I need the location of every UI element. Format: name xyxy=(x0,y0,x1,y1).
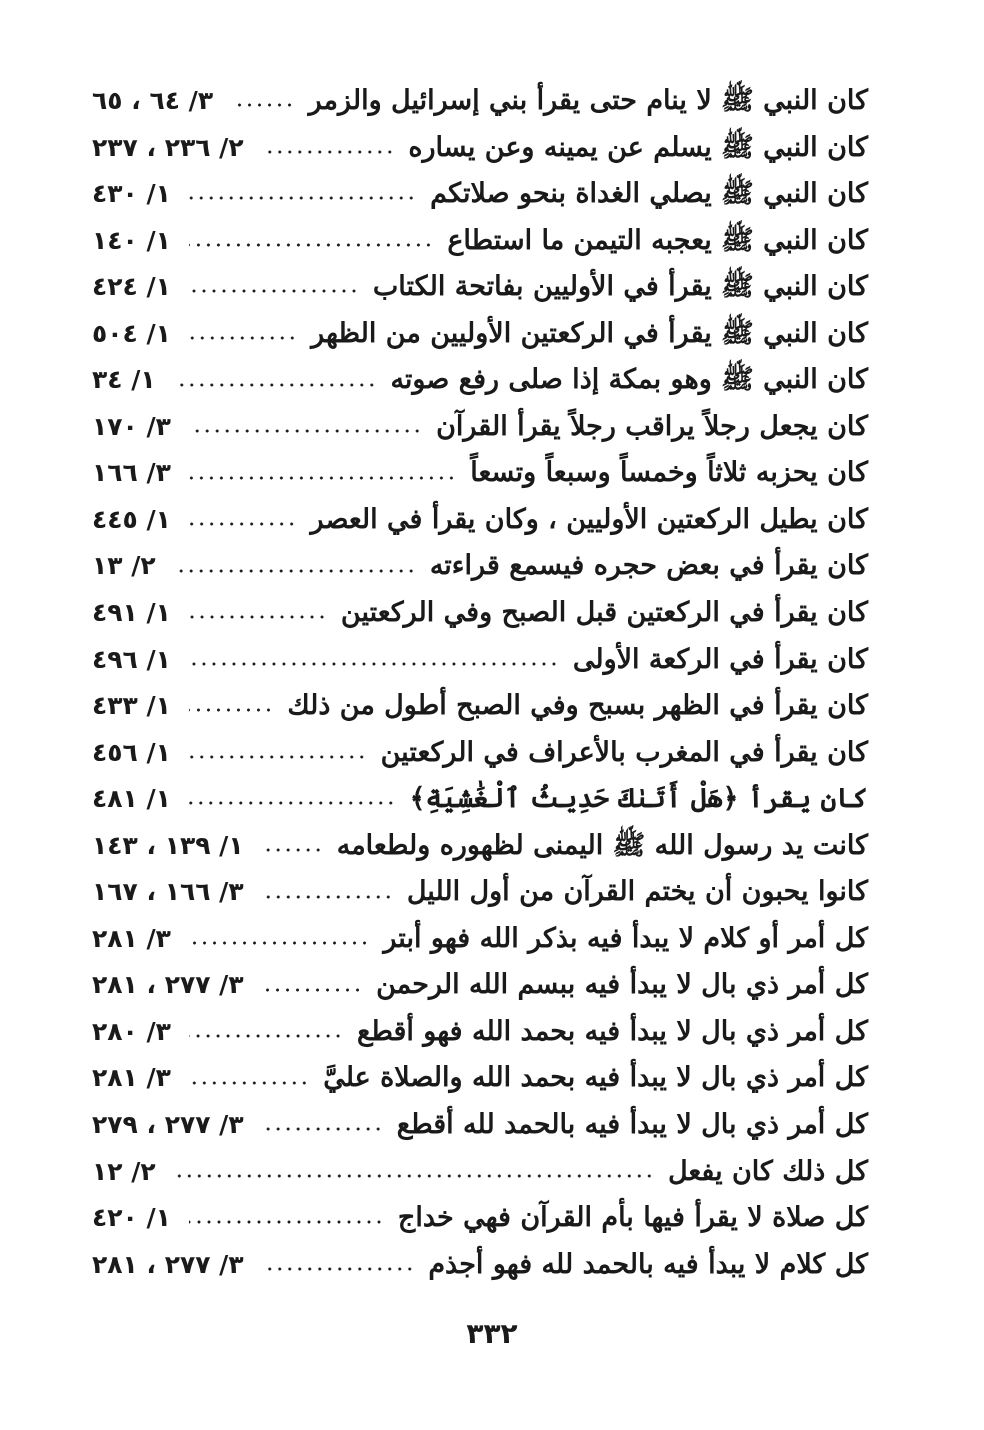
index-entry xyxy=(92,823,868,870)
index-list xyxy=(92,78,868,1288)
index-entry xyxy=(92,357,868,404)
dot-leader xyxy=(174,383,377,387)
entry-text: كان يحزبه ثلاثاً وخمساً وسبعاً وتسعاً xyxy=(470,457,868,489)
index-entry xyxy=(92,311,868,358)
entry-reference: ٣/ ١٦٦ ، ١٦٧ xyxy=(92,877,244,907)
entry-reference: ٣/ ١٦٦ xyxy=(92,458,171,488)
entry-reference: ١/ ٤٤٥ xyxy=(92,504,171,534)
index-entry xyxy=(92,543,868,590)
entry-reference: ١/ ٤٣٠ xyxy=(92,179,171,209)
dot-leader xyxy=(189,429,422,433)
entry-text: كان يجعل رجلاً يراقب رجلاً يقرأ القرآن xyxy=(436,410,868,442)
entry-text: كان يقرأ في الظهر بسبح وفي الصبح أطول من ذلك xyxy=(287,690,868,722)
entry-text: كان يقرأ في المغرب بالأعراف في الركعتين xyxy=(380,736,868,768)
dot-leader xyxy=(189,755,367,759)
dot-leader xyxy=(174,1174,654,1178)
dot-leader xyxy=(262,1127,383,1131)
entry-text: كل كلام لا يبدأ فيه بالحمد لله فهو أجذم xyxy=(428,1248,868,1280)
entry-reference: ١/ ٤٥٦ xyxy=(92,737,171,767)
index-entry xyxy=(92,78,868,125)
index-entry xyxy=(92,450,868,497)
dot-leader xyxy=(189,522,297,526)
dot-leader xyxy=(189,476,456,480)
dot-leader xyxy=(174,569,416,573)
entry-reference: ١/ ١٤٠ xyxy=(92,225,171,255)
entry-text: كان النبي ﷺ وهو بمكة إذا صلى رفع صوته xyxy=(390,364,868,396)
index-entry xyxy=(92,962,868,1009)
entry-text: كان النبي ﷺ يعجبه التيمن ما استطاع xyxy=(447,224,868,256)
index-entry xyxy=(92,776,868,823)
dot-leader xyxy=(262,150,395,154)
entry-reference: ١/ ٤٢٠ xyxy=(92,1203,171,1233)
entry-text: كان النبي ﷺ يقرأ في الركعتين الأوليين من الظهر xyxy=(311,317,868,349)
entry-text: كان يقرأ في الركعتين قبل الصبح وفي الركعتين xyxy=(340,597,868,629)
dot-leader xyxy=(189,662,559,666)
index-entry xyxy=(92,171,868,218)
entry-text: كان يطيل الركعتين الأوليين ، وكان يقرأ في العصر xyxy=(310,503,868,535)
entry-text: كل ذلك كان يفعل xyxy=(667,1155,868,1187)
entry-text: كانت يد رسول الله ﷺ اليمنى لظهوره ولطعامه xyxy=(336,829,868,861)
entry-reference: ٣/ ٢٧٧ ، ٢٨١ xyxy=(92,970,244,1000)
index-entry xyxy=(92,1009,868,1056)
index-entry xyxy=(92,1149,868,1196)
page-number: ٣٣٢ xyxy=(466,1317,518,1350)
entry-reference: ٣/ ٢٨١ xyxy=(92,923,171,953)
entry-text: كل أمر ذي بال لا يبدأ فيه بحمد الله والصلاة عليَّ xyxy=(323,1062,868,1094)
index-entry xyxy=(92,1102,868,1149)
entry-text: كان يقرأ في بعض حجره فيسمع قراءته xyxy=(429,550,868,582)
entry-reference: ٣/ ١٧٠ xyxy=(92,411,171,441)
dot-leader xyxy=(189,1081,309,1085)
entry-reference: ٣/ ٦٤ ، ٦٥ xyxy=(92,86,214,115)
dot-leader xyxy=(189,1034,343,1038)
index-entry xyxy=(92,218,868,265)
index-entry xyxy=(92,404,868,451)
entry-reference: ١/ ٣٤ xyxy=(92,365,156,395)
entry-text: كل صلاة لا يقرأ فيها بأم القرآن فهي خداج xyxy=(397,1202,868,1234)
index-entry xyxy=(92,125,868,172)
entry-reference: ٣/ ٢٧٧ ، ٢٧٩ xyxy=(92,1110,244,1140)
dot-leader xyxy=(262,988,363,992)
entry-reference: ١/ ٤٩٦ xyxy=(92,644,171,674)
entry-text: كان يقرأ في الركعة الأولى xyxy=(572,643,868,675)
dot-leader xyxy=(262,848,323,852)
entry-text: كل أمر ذي بال لا يبدأ فيه بحمد الله فهو أقطع xyxy=(356,1015,868,1047)
dot-leader xyxy=(189,615,327,619)
dot-leader xyxy=(189,289,359,293)
index-entry xyxy=(92,590,868,637)
entry-reference: ٣/ ٢٨٠ xyxy=(92,1016,171,1046)
dot-leader xyxy=(189,801,396,805)
dot-leader xyxy=(262,1267,415,1271)
entry-text: كان النبي ﷺ لا ينام حتى يقرأ بني إسرائيل والزمر xyxy=(308,85,868,116)
index-entry xyxy=(92,869,868,916)
entry-reference: ١/ ١٣٩ ، ١٤٣ xyxy=(92,830,244,860)
index-entry xyxy=(92,1055,868,1102)
index-entry xyxy=(92,683,868,730)
entry-reference: ١/ ٤٩١ xyxy=(92,598,171,628)
entry-text: كان يقرأ ﴿هَلْ أَتَىٰكَ حَدِيثُ ٱلْغَٰشِيَةِ﴾ xyxy=(409,783,868,815)
entry-reference: ٣/ ٢٧٧ ، ٢٨١ xyxy=(92,1249,244,1279)
dot-leader xyxy=(189,243,433,247)
entry-reference: ٢/ ٢٣٦ ، ٢٣٧ xyxy=(92,132,244,162)
dot-leader xyxy=(189,196,416,200)
entry-reference: ١/ ٥٠٤ xyxy=(92,318,171,348)
dot-leader xyxy=(189,1220,384,1224)
entry-text: كان النبي ﷺ يصلي الغداة بنحو صلاتكم xyxy=(430,178,868,210)
index-entry xyxy=(92,1195,868,1242)
entry-reference: ٢/ ١٣ xyxy=(92,551,156,581)
entry-reference: ٢/ ١٢ xyxy=(92,1156,156,1186)
dot-leader xyxy=(189,336,297,340)
entry-reference: ٣/ ٢٨١ xyxy=(92,1063,171,1093)
index-entry xyxy=(92,1242,868,1289)
dot-leader xyxy=(189,708,273,712)
entry-text: كان النبي ﷺ يسلم عن يمينه وعن يساره xyxy=(408,131,868,163)
entry-reference: ١/ ٤٢٤ xyxy=(92,272,171,302)
entry-text: كانوا يحبون أن يختم القرآن من أول الليل xyxy=(406,876,868,908)
entry-text: كل أمر ذي بال لا يبدأ فيه ببسم الله الرحمن xyxy=(376,969,868,1001)
index-entry xyxy=(92,497,868,544)
entry-text: كل أمر أو كلام لا يبدأ فيه بذكر الله فهو أبتر xyxy=(383,922,868,954)
index-entry xyxy=(92,916,868,963)
entry-text: كان النبي ﷺ يقرأ في الأوليين بفاتحة الكتاب xyxy=(372,271,868,303)
entry-text: كل أمر ذي بال لا يبدأ فيه بالحمد لله أقطع xyxy=(396,1109,868,1141)
dot-leader xyxy=(231,103,295,107)
index-entry xyxy=(92,730,868,777)
index-entry xyxy=(92,264,868,311)
index-entry xyxy=(92,637,868,684)
dot-leader xyxy=(189,941,370,945)
entry-reference: ١/ ٤٨١ xyxy=(92,784,171,814)
entry-reference: ١/ ٤٣٣ xyxy=(92,691,171,721)
dot-leader xyxy=(262,895,393,899)
